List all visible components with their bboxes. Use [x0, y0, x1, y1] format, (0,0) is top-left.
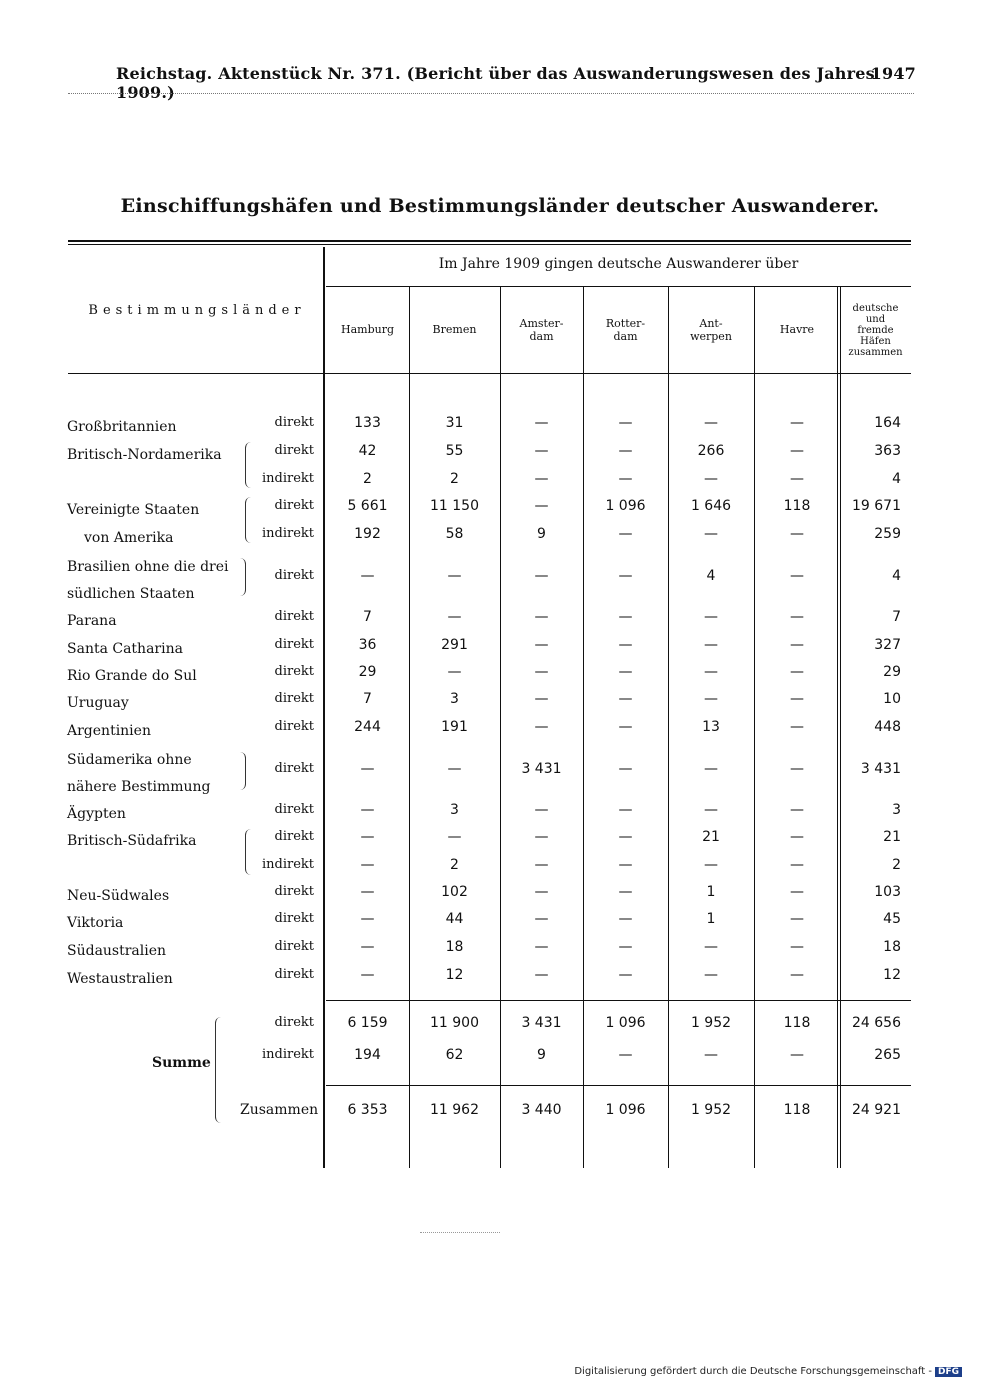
- table-cell: —: [534, 857, 549, 873]
- row-label: Rio Grande do Sul: [67, 668, 197, 684]
- running-header: [116, 64, 916, 102]
- table-cell: 265: [874, 1047, 901, 1063]
- table-cell: —: [534, 609, 549, 625]
- table-cell: 191: [441, 719, 468, 735]
- table-cell: —: [534, 911, 549, 927]
- footer-credit-text: Digitalisierung gefördert durch die Deutsche Forschungsgemeinschaft -: [574, 1366, 932, 1377]
- row-label: Argentinien: [67, 723, 151, 739]
- table-cell: 118: [783, 1102, 811, 1118]
- row-kind: direkt: [274, 1015, 314, 1030]
- table-cell: —: [704, 1047, 718, 1063]
- column-header: Amster- dam: [519, 316, 564, 343]
- table-cell: 3: [892, 802, 901, 818]
- table-cell: 44: [445, 911, 464, 927]
- table-cell: —: [447, 568, 462, 584]
- column-header: Hamburg: [340, 323, 394, 337]
- table-cell: 1 096: [605, 1102, 646, 1118]
- document-title: Einschiffungshäfen und Bestimmungsländer deutscher Auswanderer.: [120, 195, 880, 217]
- table-cell: —: [704, 691, 718, 707]
- table-cell: 19 671: [852, 498, 901, 514]
- stub-separator-rule: [323, 247, 325, 1168]
- table-cell: —: [618, 664, 633, 680]
- table-cell: 1 096: [605, 1015, 646, 1031]
- table-cell: 118: [783, 498, 811, 514]
- table-cell: —: [618, 637, 633, 653]
- table-cell: 2: [892, 857, 901, 873]
- table-cell: —: [618, 911, 633, 927]
- table-cell: 244: [354, 719, 381, 735]
- table-cell: —: [704, 471, 718, 487]
- table-cell: —: [704, 637, 718, 653]
- table-cell: —: [534, 568, 549, 584]
- table-cell: —: [360, 568, 375, 584]
- table-cell: —: [534, 802, 549, 818]
- table-cell: 102: [441, 884, 468, 900]
- table-cell: —: [790, 471, 804, 487]
- summary-brace: [215, 1017, 222, 1123]
- table-cell: —: [790, 911, 804, 927]
- bottom-rule: [420, 1232, 500, 1234]
- row-label: Britisch-Südafrika: [67, 833, 197, 849]
- row-label: Neu-Südwales: [67, 888, 170, 904]
- row-kind: direkt: [274, 609, 314, 624]
- table-cell: —: [534, 415, 549, 431]
- table-cell: —: [704, 857, 718, 873]
- row-kind: direkt: [274, 415, 314, 430]
- table-cell: 7: [892, 609, 901, 625]
- table-cell: 164: [874, 415, 901, 431]
- table-cell: 7: [363, 691, 372, 707]
- table-cell: 21: [883, 829, 901, 845]
- row-kind: direkt: [274, 637, 314, 652]
- row-kind: Zusammen: [240, 1102, 319, 1118]
- row-label: Viktoria: [67, 915, 124, 931]
- table-cell: —: [790, 829, 804, 845]
- table-cell: 4: [892, 568, 901, 584]
- table-cell: —: [790, 802, 804, 818]
- table-top-rule: [68, 240, 911, 242]
- table-cell: 24 921: [852, 1102, 901, 1118]
- table-cell: —: [534, 443, 549, 459]
- row-label: Westaustralien: [67, 971, 173, 987]
- table-cell: 133: [354, 415, 381, 431]
- stub-header: Bestimmungsländer: [88, 303, 306, 318]
- row-group-brace: [245, 829, 251, 875]
- table-cell: 13: [702, 719, 720, 735]
- row-kind: indirekt: [261, 471, 314, 486]
- table-cell: —: [447, 761, 462, 777]
- table-cell: —: [618, 526, 633, 542]
- header-rule: [68, 93, 914, 96]
- table-cell: —: [534, 691, 549, 707]
- table-cell: 29: [883, 664, 901, 680]
- table-cell: 266: [697, 443, 725, 459]
- row-label: Britisch-Nordamerika: [67, 447, 222, 463]
- table-cell: —: [360, 761, 375, 777]
- table-cell: 6 353: [347, 1102, 388, 1118]
- dfg-logo: DFG: [935, 1367, 962, 1377]
- row-kind: direkt: [274, 664, 314, 679]
- table-cell: —: [618, 471, 633, 487]
- table-cell: —: [534, 719, 549, 735]
- table-cell: —: [790, 637, 804, 653]
- total-top-rule: [326, 1085, 911, 1086]
- table-cell: —: [790, 609, 804, 625]
- table-cell: —: [704, 664, 718, 680]
- table-cell: 5 661: [347, 498, 388, 514]
- row-label: Santa Catharina: [67, 641, 183, 657]
- table-cell: 12: [445, 967, 464, 983]
- table-cell: 18: [445, 939, 464, 955]
- running-title: Reichstag. Aktenstück Nr. 371. (Bericht über das Auswanderungswesen des Jahres 1909.): [116, 64, 875, 102]
- table-cell: —: [704, 415, 718, 431]
- page-number: 1947: [870, 64, 916, 83]
- table-cell: 118: [783, 1015, 811, 1031]
- table-cell: 2: [450, 857, 459, 873]
- table-cell: 291: [441, 637, 468, 653]
- table-cell: 4: [892, 471, 901, 487]
- row-kind: direkt: [274, 719, 314, 734]
- table-cell: 194: [354, 1047, 381, 1063]
- table-cell: —: [790, 691, 804, 707]
- table-cell: —: [618, 1047, 633, 1063]
- table-cell: 6 159: [347, 1015, 388, 1031]
- table-cell: 2: [450, 471, 459, 487]
- table-cell: 42: [358, 443, 377, 459]
- table-cell: 1 646: [690, 498, 732, 514]
- footer-credit: [574, 1366, 962, 1377]
- table-cell: —: [534, 939, 549, 955]
- table-cell: 2: [363, 471, 372, 487]
- table-cell: —: [790, 443, 804, 459]
- row-label: Südaustralien: [67, 943, 167, 959]
- row-kind: indirekt: [261, 857, 314, 872]
- table-cell: 24 656: [852, 1015, 901, 1031]
- table-cell: 58: [445, 526, 464, 542]
- table-cell: —: [534, 829, 549, 845]
- table-cell: —: [360, 939, 375, 955]
- table-cell: —: [618, 857, 633, 873]
- table-cell: 1 952: [690, 1102, 732, 1118]
- row-kind: direkt: [274, 498, 314, 513]
- table-cell: —: [618, 568, 633, 584]
- table-cell: 10: [883, 691, 901, 707]
- column-header: Rotter- dam: [605, 316, 646, 343]
- table-cell: —: [360, 857, 375, 873]
- table-cell: —: [618, 884, 633, 900]
- row-group-brace: [240, 752, 246, 790]
- row-label: Ägypten: [67, 806, 126, 822]
- row-label: Großbritannien: [67, 419, 177, 435]
- column-header: deutsche und fremde Häfen zusammen: [848, 302, 903, 358]
- table-cell: —: [534, 637, 549, 653]
- row-kind: direkt: [274, 568, 314, 583]
- super-header-rule: [326, 286, 911, 287]
- summary-top-rule: [326, 1000, 911, 1001]
- table-cell: —: [447, 829, 462, 845]
- super-header: Im Jahre 1909 gingen deutsche Auswanderer über: [438, 256, 799, 272]
- table-cell: —: [704, 526, 718, 542]
- row-kind: direkt: [274, 829, 314, 844]
- table-cell: —: [618, 691, 633, 707]
- table-cell: 103: [874, 884, 901, 900]
- row-label: Uruguay: [67, 695, 129, 711]
- row-kind: direkt: [274, 911, 314, 926]
- table-cell: —: [618, 802, 633, 818]
- table-cell: 9: [537, 526, 546, 542]
- table-cell: —: [534, 498, 549, 514]
- table-cell: —: [534, 471, 549, 487]
- table-cell: 1 952: [690, 1015, 732, 1031]
- table-cell: —: [360, 911, 375, 927]
- table-cell: 21: [702, 829, 720, 845]
- table-cell: 45: [883, 911, 901, 927]
- table-cell: —: [447, 664, 462, 680]
- table-cell: —: [534, 967, 549, 983]
- table-cell: —: [790, 719, 804, 735]
- table-cell: —: [790, 568, 804, 584]
- table-cell: 11 900: [430, 1015, 479, 1031]
- table-cell: 363: [874, 443, 901, 459]
- table-cell: —: [618, 939, 633, 955]
- table-cell: 3 431: [860, 761, 901, 777]
- table-cell: —: [447, 609, 462, 625]
- table-cell: 3 431: [521, 761, 562, 777]
- table-cell: 1 096: [605, 498, 646, 514]
- row-kind: indirekt: [261, 526, 314, 541]
- table-cell: —: [790, 884, 804, 900]
- table-cell: —: [618, 829, 633, 845]
- table-cell: 3 440: [521, 1102, 562, 1118]
- table-cell: —: [618, 609, 633, 625]
- table-cell: 259: [874, 526, 901, 542]
- table-cell: —: [360, 884, 375, 900]
- table-cell: —: [534, 884, 549, 900]
- table-cell: —: [360, 802, 375, 818]
- table-cell: 62: [445, 1047, 464, 1063]
- column-header: Bremen: [432, 323, 477, 337]
- table-cell: 3 431: [521, 1015, 562, 1031]
- table-cell: —: [790, 526, 804, 542]
- table-cell: 327: [874, 637, 901, 653]
- table-cell: —: [790, 415, 804, 431]
- table-cell: 3: [450, 691, 459, 707]
- row-group-brace: [245, 442, 251, 488]
- row-group-brace: [245, 497, 251, 543]
- table-cell: 3: [450, 802, 459, 818]
- table-cell: 55: [445, 443, 464, 459]
- table-cell: 1: [706, 911, 716, 927]
- table-cell: —: [704, 802, 718, 818]
- row-label: Parana: [67, 613, 117, 629]
- column-header: Havre: [779, 323, 815, 337]
- table-cell: 192: [354, 526, 381, 542]
- table-cell: —: [618, 761, 633, 777]
- table-cell: —: [790, 939, 804, 955]
- table-cell: 4: [706, 568, 716, 584]
- table-top-rule-thin: [68, 244, 911, 245]
- table-cell: 12: [883, 967, 901, 983]
- row-kind: direkt: [274, 967, 314, 982]
- row-group-brace: [240, 558, 246, 596]
- table-cell: 29: [358, 664, 377, 680]
- table-cell: —: [704, 967, 718, 983]
- table-cell: —: [618, 443, 633, 459]
- row-label: Vereinigte Staaten: [67, 502, 200, 518]
- row-kind: direkt: [274, 691, 314, 706]
- table-cell: —: [790, 967, 804, 983]
- table-cell: —: [790, 1047, 804, 1063]
- table-cell: —: [704, 609, 718, 625]
- table-cell: 11 962: [430, 1102, 479, 1118]
- table-cell: 9: [537, 1047, 546, 1063]
- table-cell: —: [360, 967, 375, 983]
- row-kind: direkt: [274, 761, 314, 776]
- table-cell: —: [360, 829, 375, 845]
- table-cell: —: [704, 761, 718, 777]
- table-cell: —: [534, 664, 549, 680]
- column-header: Ant- werpen: [690, 316, 732, 343]
- row-kind: indirekt: [261, 1047, 314, 1062]
- table-cell: 31: [445, 415, 464, 431]
- table-cell: —: [790, 664, 804, 680]
- table-cell: 7: [363, 609, 372, 625]
- table-cell: —: [790, 761, 804, 777]
- row-label: Südamerika ohne nähere Bestimmung: [67, 752, 211, 795]
- table-cell: —: [618, 719, 633, 735]
- table-cell: —: [790, 857, 804, 873]
- table-cell: 1: [706, 884, 716, 900]
- row-kind: direkt: [274, 802, 314, 817]
- row-label: von Amerika: [84, 530, 174, 546]
- row-label: Brasilien ohne die drei südlichen Staaten: [67, 559, 229, 602]
- header-bottom-rule: [68, 373, 911, 374]
- table-cell: —: [618, 967, 633, 983]
- table-cell: 36: [358, 637, 377, 653]
- row-kind: direkt: [274, 443, 314, 458]
- table-cell: 11 150: [430, 498, 479, 514]
- row-kind: direkt: [274, 939, 314, 954]
- summary-label: Summe: [152, 1055, 211, 1071]
- table-cell: 18: [883, 939, 901, 955]
- table-cell: —: [704, 939, 718, 955]
- table-cell: 448: [874, 719, 901, 735]
- table-cell: —: [618, 415, 633, 431]
- row-kind: direkt: [274, 884, 314, 899]
